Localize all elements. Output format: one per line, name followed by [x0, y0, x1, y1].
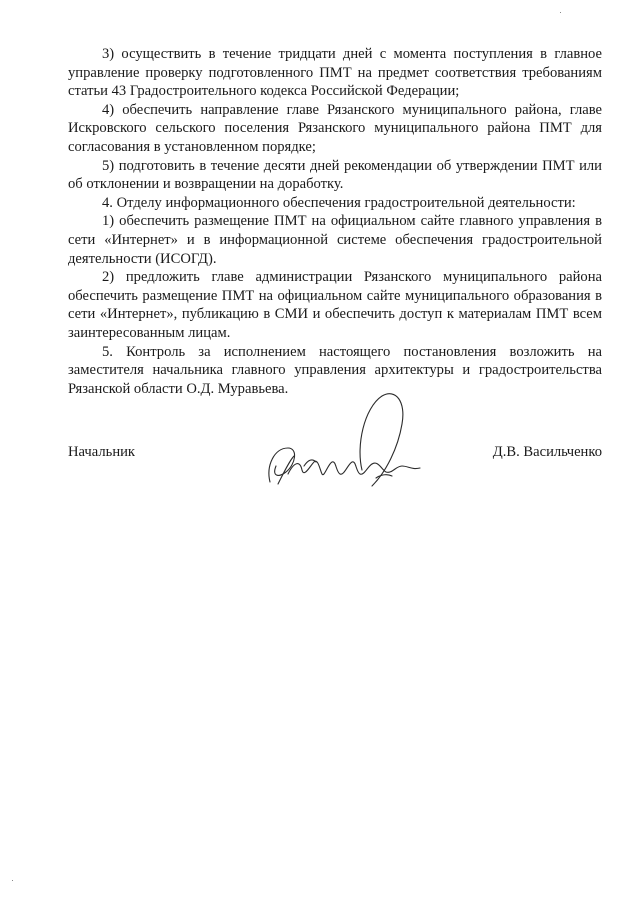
- signatory-name: Д.В. Васильченко: [492, 444, 602, 460]
- signatory-position: Начальник: [68, 444, 136, 460]
- document-body: [68, 45, 602, 398]
- paragraph-section-5: 5. Контроль за исполнением настоящего постановления возложить на заместителя начальника главного управления архитектуры и градостроительства Рязанской области О.Д. Муравьева.: [68, 343, 602, 397]
- scan-speck: [560, 12, 561, 13]
- scan-speck: [12, 880, 13, 881]
- paragraph-item-4: 4) обеспечить направление главе Рязанского муниципального района, главе Искровского сельского поселения Рязанского муниципального района ПМТ для согласования в установленном порядке;: [68, 101, 602, 155]
- paragraph-item-5: 5) подготовить в течение десяти дней рекомендации об утверждении ПМТ или об отклонении и возвращении на доработку.: [68, 157, 602, 193]
- handwritten-signature: [264, 386, 424, 496]
- paragraph-subitem-2: 2) предложить главе администрации Рязанского муниципального района обеспечить размещение ПМТ на официальном сайте муниципального образования в сети «Интернет», публикацию в СМИ и обеспечить доступ к материалам ПМТ всем заинтересованным лицам.: [68, 269, 602, 341]
- paragraph-section-4: 4. Отделу информационного обеспечения градостроительной деятельности:: [102, 194, 576, 211]
- paragraph-item-3: 3) осуществить в течение тридцати дней с момента поступления в главное управление проверку подготовленного ПМТ на предмет соответствия требованиям статьи 43 Градостроительного кодекса Российской Федерации;: [68, 46, 602, 100]
- paragraph-subitem-1: 1) обеспечить размещение ПМТ на официальном сайте главного управления в сети «Интернет» и в информационной системе обеспечения градостроительной деятельности (ИСОГД).: [68, 213, 602, 267]
- signature-block: [68, 440, 602, 520]
